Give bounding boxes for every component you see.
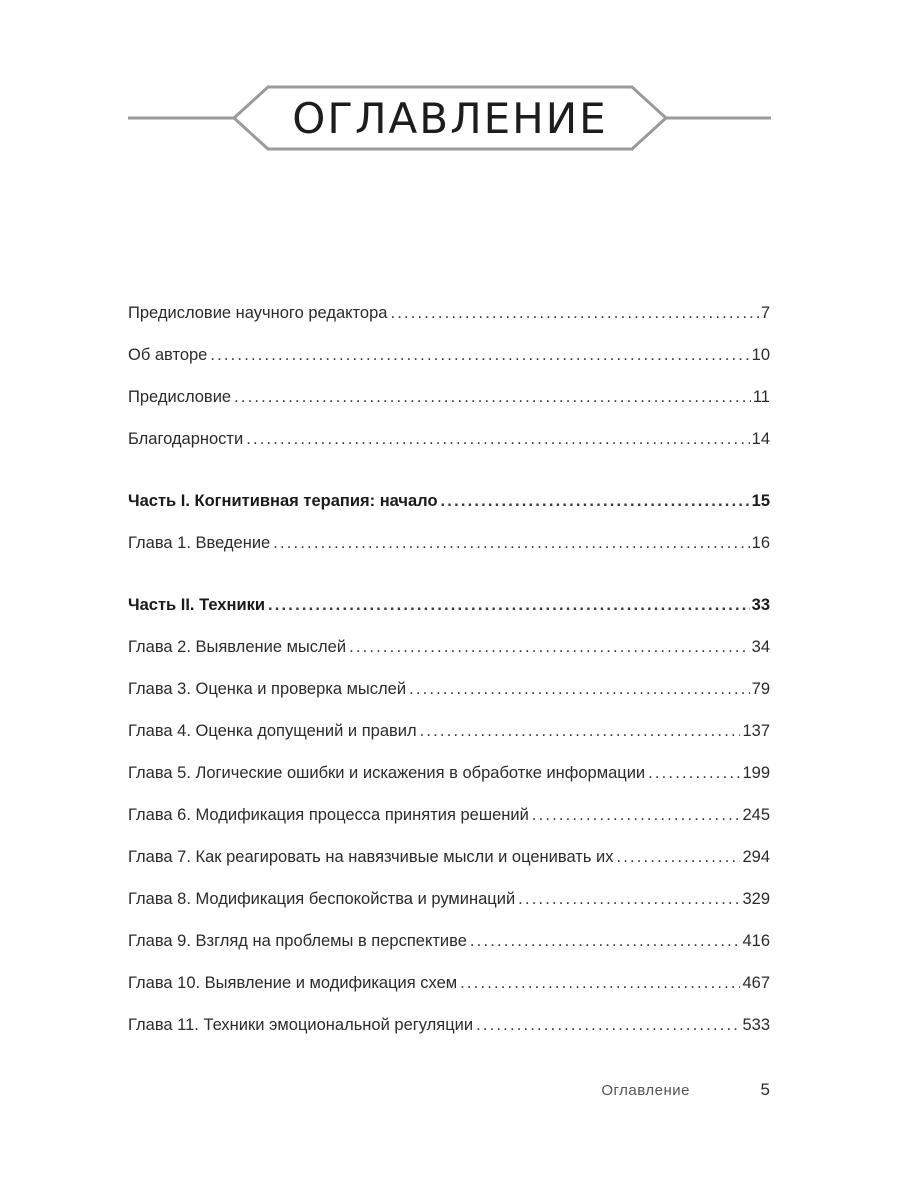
toc-entry-preface[interactable]	[128, 382, 770, 424]
toc-part-2[interactable]	[128, 590, 770, 632]
toc-entry-label: Глава 2. Выявление мыслей	[128, 638, 347, 656]
toc-entry-chapter-4[interactable]	[128, 716, 770, 758]
toc-entry-label: Глава 6. Модификация процесса принятия решений	[128, 806, 529, 824]
dot-leader	[532, 800, 741, 830]
toc-entry-acknowledgements[interactable]	[128, 424, 770, 466]
dot-leader	[349, 632, 750, 662]
toc-part-page: 15	[751, 492, 770, 510]
toc-entry-label: Глава 7. Как реагировать на навязчивые мысли и оценивать их	[128, 848, 614, 866]
dot-leader	[420, 716, 741, 746]
dot-leader	[441, 486, 750, 516]
dot-leader	[273, 528, 749, 558]
dot-leader	[234, 382, 751, 412]
toc-entry-label: Глава 1. Введение	[128, 534, 271, 552]
toc-entry-chapter-2[interactable]	[128, 632, 770, 674]
toc-entry-label: Глава 10. Выявление и модификация схем	[128, 974, 458, 992]
dot-leader	[409, 674, 750, 704]
toc-entry-page: 79	[751, 680, 770, 698]
toc-entry-page: 16	[751, 534, 770, 552]
dot-leader	[210, 340, 749, 370]
page-number: 5	[760, 1080, 770, 1099]
toc-entry-label: Об авторе	[128, 346, 208, 364]
toc-entry-page: 14	[751, 430, 770, 448]
toc-entry-chapter-3[interactable]	[128, 674, 770, 716]
dot-leader	[518, 884, 740, 914]
running-footer-section: Оглавление	[601, 1082, 690, 1099]
toc-part-1[interactable]	[128, 486, 770, 528]
toc-entry-page: 34	[751, 638, 770, 656]
toc-entry-page: 245	[742, 806, 770, 824]
toc-entry-page: 137	[742, 722, 770, 740]
dot-leader	[616, 842, 740, 872]
toc-entry-label: Глава 3. Оценка и проверка мыслей	[128, 680, 407, 698]
toc-entry-chapter-6[interactable]	[128, 800, 770, 842]
toc-entry-label: Глава 4. Оценка допущений и правил	[128, 722, 417, 740]
section-gap	[128, 570, 770, 590]
toc-entry-editor-preface[interactable]	[128, 298, 770, 340]
toc-entry-label: Глава 11. Техники эмоциональной регуляции	[128, 1016, 474, 1034]
toc-entry-label: Благодарности	[128, 430, 244, 448]
toc-entry-chapter-7[interactable]	[128, 842, 770, 884]
toc-part-page: 33	[751, 596, 770, 614]
toc-part-label: Часть II. Техники	[128, 596, 265, 614]
toc-entry-page: 329	[742, 890, 770, 908]
page-header	[0, 0, 900, 240]
toc-part-label: Часть I. Когнитивная терапия: начало	[128, 492, 438, 510]
toc-entry-page: 467	[742, 974, 770, 992]
dot-leader	[390, 298, 758, 328]
toc-entry-label: Глава 9. Взгляд на проблемы в перспективе	[128, 932, 467, 950]
toc-entry-chapter-5[interactable]	[128, 758, 770, 800]
dot-leader	[268, 590, 750, 620]
dot-leader	[460, 968, 740, 998]
toc-entry-page: 7	[760, 304, 770, 322]
table-of-contents	[128, 298, 770, 1052]
toc-entry-page: 199	[742, 764, 770, 782]
toc-entry-chapter-10[interactable]	[128, 968, 770, 1010]
toc-entry-chapter-9[interactable]	[128, 926, 770, 968]
toc-entry-about-author[interactable]	[128, 340, 770, 382]
dot-leader	[246, 424, 749, 454]
toc-entry-label: Глава 5. Логические ошибки и искажения в обработке информации	[128, 764, 646, 782]
toc-entry-label: Предисловие	[128, 388, 232, 406]
toc-entry-label: Глава 8. Модификация беспокойства и руминаций	[128, 890, 516, 908]
section-gap	[128, 466, 770, 486]
dot-leader	[476, 1010, 740, 1040]
toc-entry-chapter-11[interactable]	[128, 1010, 770, 1052]
toc-entry-page: 11	[752, 388, 770, 406]
toc-entry-page: 416	[742, 932, 770, 950]
toc-entry-page: 10	[751, 346, 770, 364]
dot-leader	[470, 926, 741, 956]
toc-entry-page: 533	[742, 1016, 770, 1034]
page-title: ОГЛАВЛЕНИЕ	[292, 93, 608, 143]
toc-entry-page: 294	[742, 848, 770, 866]
toc-entry-label: Предисловие научного редактора	[128, 304, 388, 322]
toc-entry-chapter-1[interactable]	[128, 528, 770, 570]
dot-leader	[648, 758, 740, 788]
toc-entry-chapter-8[interactable]	[128, 884, 770, 926]
